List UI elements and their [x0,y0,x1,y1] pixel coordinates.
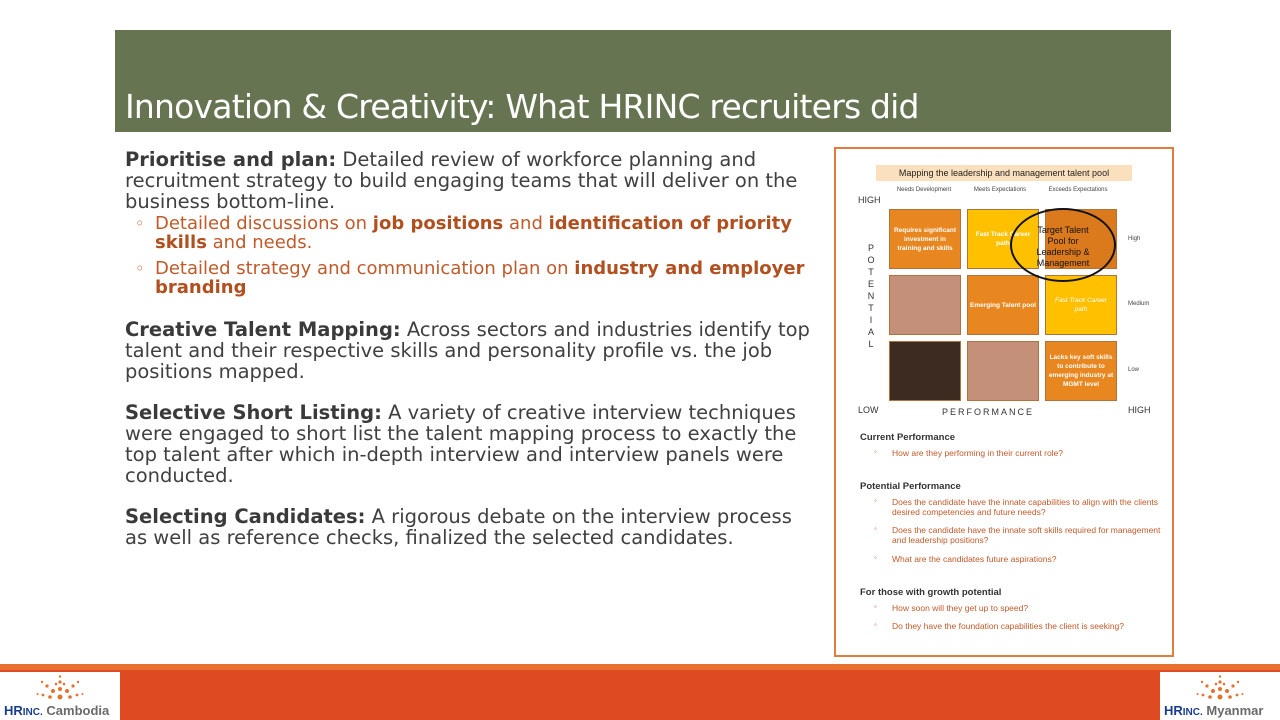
letter: O [867,255,875,265]
text-bold: identification of priority skills [155,213,792,253]
paragraph-text: A rigorous debate on the interview process as well as reference checks, finalized the selected candidates. [125,505,792,549]
question-item: ◦ Does the candidate have the innate soft skills required for management and leadership positions? [872,525,1162,545]
question-item: ◦ How soon will they get up to speed? [872,603,1162,613]
letter: T [868,303,874,313]
paragraph-heading: Prioritise and plan: [125,148,337,171]
logo-hr: HR [1164,703,1183,718]
letter: N [867,291,875,301]
col-head-exceeds-expectations: Exceeds Expectations [1048,187,1108,193]
sunburst-icon [36,675,84,701]
logo-inc: INC. [1182,707,1203,718]
paragraph-selecting [125,506,815,548]
hrinc-cambodia-logo [0,672,120,720]
slide-title: Innovation & Creativity: What HRINC recruiters did [125,87,919,126]
logo-text [1164,703,1263,718]
target-talent-pool-circle: Target Talent Pool for Leadership & Management [1010,208,1116,282]
paragraph-short-listing [125,402,815,486]
logo-hr: HR [4,703,23,718]
text: and [503,213,549,234]
sub-bullet [125,259,815,297]
axis-high-right-label: HIGH [1128,405,1151,415]
text-bold: job positions [372,213,504,234]
talent-map-panel [834,147,1174,657]
text: Detailed strategy and communication plan on [155,258,575,279]
paragraph-heading: Selecting Candidates: [125,505,366,528]
paragraph-text: Detailed review of workforce planning and recruitment strategy to build engaging teams that will deliver on the business bottom-line. [125,148,798,213]
title-bar [115,30,1171,132]
paragraph-talent-mapping [125,319,815,382]
section-head-potential: Potential Performance [860,481,961,492]
grid-cell-r3c3: Lacks key soft skills to contribute to emerging industry at MGMT level [1045,341,1117,401]
axis-performance-label: PERFORMANCE [942,407,1035,417]
grid-cell-r3c1 [889,341,961,401]
letter: E [867,279,874,289]
letter: T [868,267,874,277]
logo-inc: INC. [22,707,43,718]
grid-cell-r1c2: Fast Track Career path [967,209,1039,269]
row-label-high: High [1128,236,1141,242]
paragraph-text: A variety of creative interview techniques were engaged to short list the talent mapping process to exactly the top talent after which in-depth interview and interview panels were conducted. [125,401,797,487]
axis-low-label: LOW [858,405,879,415]
logo-text [4,703,109,718]
grid-cell-r2c2: Emerging Talent pool [967,275,1039,335]
section-head-growth: For those with growth potential [860,587,1002,598]
sub-bullet [125,214,815,252]
paragraph-heading: Creative Talent Mapping: [125,318,401,341]
sunburst-icon [1196,675,1244,701]
text: and needs. [206,232,313,253]
text: Detailed discussions on [155,213,373,234]
grid-cell-r3c2 [967,341,1039,401]
main-content [125,149,815,568]
axis-high-label: HIGH [858,195,881,205]
text-bold: industry and employer branding [155,258,805,298]
axis-potential-label [866,242,876,350]
letter: I [869,315,873,325]
footer-accent-line [0,664,1280,670]
grid-cell-r2c1 [889,275,961,335]
section-head-current: Current Performance [860,432,956,443]
letter: L [868,339,874,349]
footer-bar [0,664,1280,720]
paragraph-heading: Selective Short Listing: [125,401,382,424]
letter: P [867,243,874,253]
question-item: ◦ How are they performing in their current role? [872,448,1162,458]
grid-cell-r2c3: Fast Track Career path [1045,275,1117,335]
paragraph-text: Across sectors and industries identify top talent and their respective skills and personality profile vs. the job positions mapped. [125,318,810,383]
logo-country: Myanmar [1202,703,1264,718]
question-item: ◦ Does the candidate have the innate capabilities to align with the clients desired competencies and future needs? [872,497,1162,517]
letter: A [867,327,874,337]
hrinc-myanmar-logo [1160,672,1280,720]
question-item: ◦ Do they have the foundation capabilities the client is seeking? [872,621,1162,631]
sub-bullet-list [125,214,815,297]
col-head-meets-expectations: Meets Expectations [973,187,1027,193]
col-head-needs-development: Needs Development [896,187,952,193]
question-item: ◦ What are the candidates future aspirations? [872,554,1162,564]
row-label-low: Low [1128,367,1140,373]
paragraph-prioritise [125,149,815,212]
row-label-medium: Medium [1128,301,1150,307]
talent-map-title: Mapping the leadership and management talent pool [876,165,1132,181]
grid-cell-r1c1: Requires significant investment in training and skills [889,209,961,269]
logo-country: Cambodia [42,703,110,718]
